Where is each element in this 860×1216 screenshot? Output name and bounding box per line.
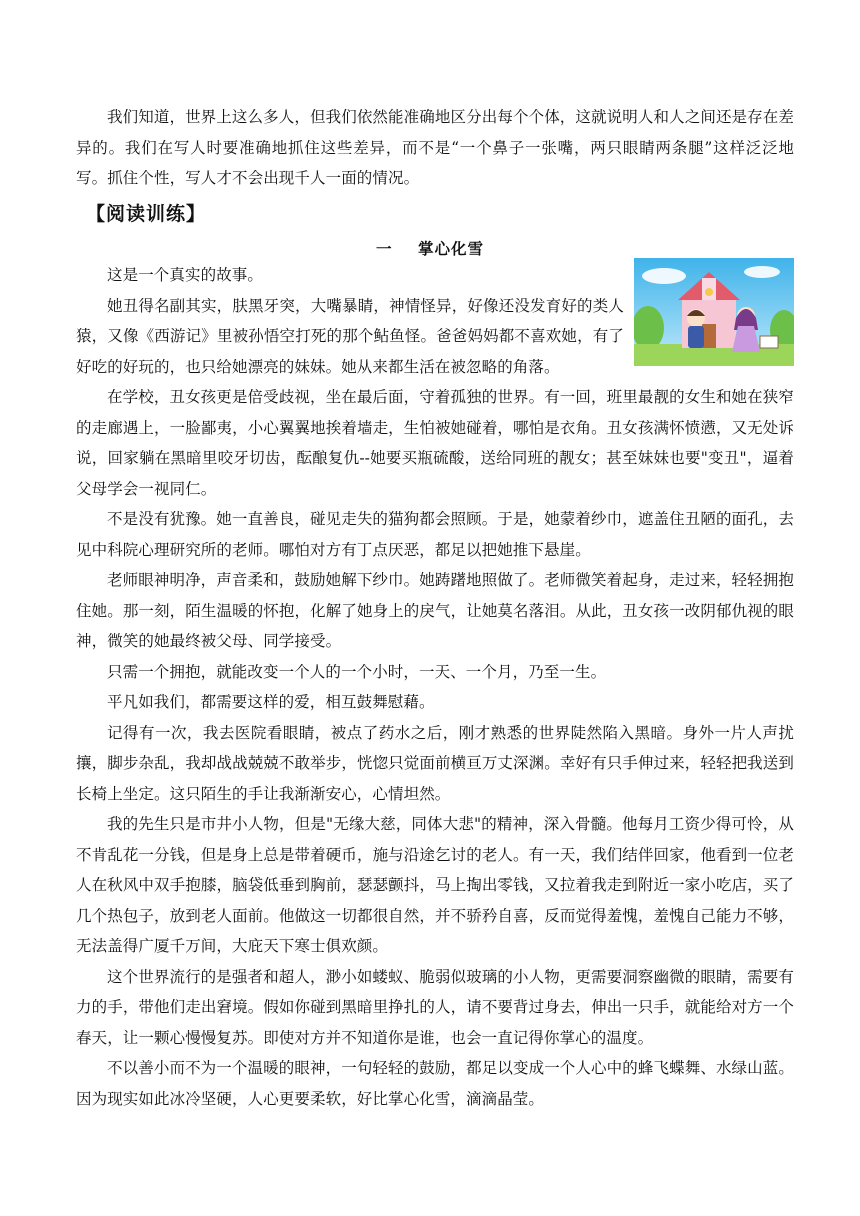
house-door	[702, 324, 716, 348]
bell	[705, 288, 713, 296]
story-paragraph: 不是没有犹豫。她一直善良，碰见走失的猫狗都会照顾。于是，她蒙着纱巾，遮盖住丑陋的面孔，去见中科院心理研究所的老师。哪怕对方有丁点厌恶，都足以把她推下悬崖。	[76, 510, 794, 559]
story-paragraph: 不以善小而不为一个温暖的眼神，一句轻轻的鼓励，都足以变成一个人心中的蜂飞蝶舞、水绿山蓝。因为现实如此冰冷坚硬，人心更要柔软，好比掌心化雪，滴滴晶莹。	[76, 1059, 794, 1108]
story-paragraph: 她丑得名副其实，肤黑牙突，大嘴暴睛，神情怪异，好像还没发育好的类人猿，又像《西游记》里被孙悟空打死的那个鲇鱼怪。爸爸妈妈都不喜欢她，有了好吃的好玩的，也只给她漂亮的妹妹。她从来都生活在被忽略的角落。	[76, 296, 624, 376]
story-paragraph: 这个世界流行的是强者和超人，渺小如蝼蚁、脆弱似玻璃的小人物，更需要洞察幽微的眼睛，需要有力的手，带他们走出窘境。假如你碰到黑暗里挣扎的人，请不要背过身去，伸出一只手，就能给对方一个春天，让一颗心慢慢复苏。即使对方并不知道你是谁，也会一直记得你掌心的温度。	[76, 967, 794, 1047]
story-paragraph: 只需一个拥抱，就能改变一个人的一个小时，一天、一个月，乃至一生。	[107, 662, 607, 681]
story-paragraph: 我的先生只是市井小人物，但是"无缘大慈，同体大悲"的精神，深入骨髓。他每月工资少得可怜，从不肯乱花一分钱，但是身上总是带着硬币，施与沿途乞讨的老人。有一天，我们结伴回家，他看到一位老人在秋风中双手抱膝，脑袋低垂到胸前，瑟瑟颤抖，马上掏出零钱，又拉着我走到附近一家小吃店，买了几个热包子，放到老人面前。他做这一切都很自然，并不骄矜自喜，反而觉得羞愧，羞愧自己能力不够，无法盖得广厦千万间，大庇天下寒士俱欢颜。	[76, 815, 794, 955]
story-paragraph: 这是一个真实的故事。	[107, 266, 264, 284]
sign-board	[760, 336, 778, 348]
story-body	[76, 382, 794, 1114]
story-paragraph: 老师眼神明净，声音柔和，鼓励她解下纱巾。她踌躇地照做了。老师微笑着起身，走过来，轻轻拥抱住她。那一刻，陌生温暖的怀抱，化解了她身上的戾气，让她莫名落泪。从此，丑女孩一改阴郁仇视的眼神，微笑的她最终被父母、同学接受。	[76, 571, 794, 650]
section-heading: 【阅读训练】	[86, 203, 207, 225]
cloud	[744, 266, 780, 278]
story-paragraph: 平凡如我们，都需要这样的爱，相互鼓舞慰藉。	[107, 693, 435, 711]
intro-paragraph: 我们知道，世界上这么多人，但我们依然能准确地区分出每个个体，这就说明人和人之间还是存在差异的。我们在写人时要准确地抓住这些差异，而不是“一个鼻子一张嘴，两只眼睛两条腿”这样泛泛地写。抓住个性，写人才不会出现千人一面的情况。	[76, 108, 794, 187]
cartoon-couple-illustration	[634, 258, 794, 366]
boy-body	[688, 326, 704, 348]
story-paragraph: 记得有一次，我去医院看眼睛，被点了药水之后，刚才熟悉的世界陡然陷入黑暗。身外一片人声扰攘，脚步杂乱，我却战战兢兢不敢举步，恍惚只觉面前横亘万丈深渊。幸好有只手伸过来，轻轻把我送到长椅上坐定。这只陌生的手让我渐渐安心，心情坦然。	[76, 723, 794, 803]
story-top-block	[76, 260, 624, 382]
cloud	[642, 268, 686, 284]
story-paragraph: 在学校，丑女孩更是倍受歧视，坐在最后面，守着孤独的世界。有一回，班里最靓的女生和她在狭窄的走廊遇上，一脸鄙夷，小心翼翼地挨着墙走，生怕被她碰着，哪怕是衣角。丑女孩满怀愤懑，又无处诉说，回家躺在黑暗里咬牙切齿，酝酿复仇--她要买瓶硫酸，送给同班的靓女；甚至妹妹也要"变丑"，逼着父母学会一视同仁。	[76, 388, 794, 498]
story-title: 一 掌心化雪	[375, 240, 485, 258]
